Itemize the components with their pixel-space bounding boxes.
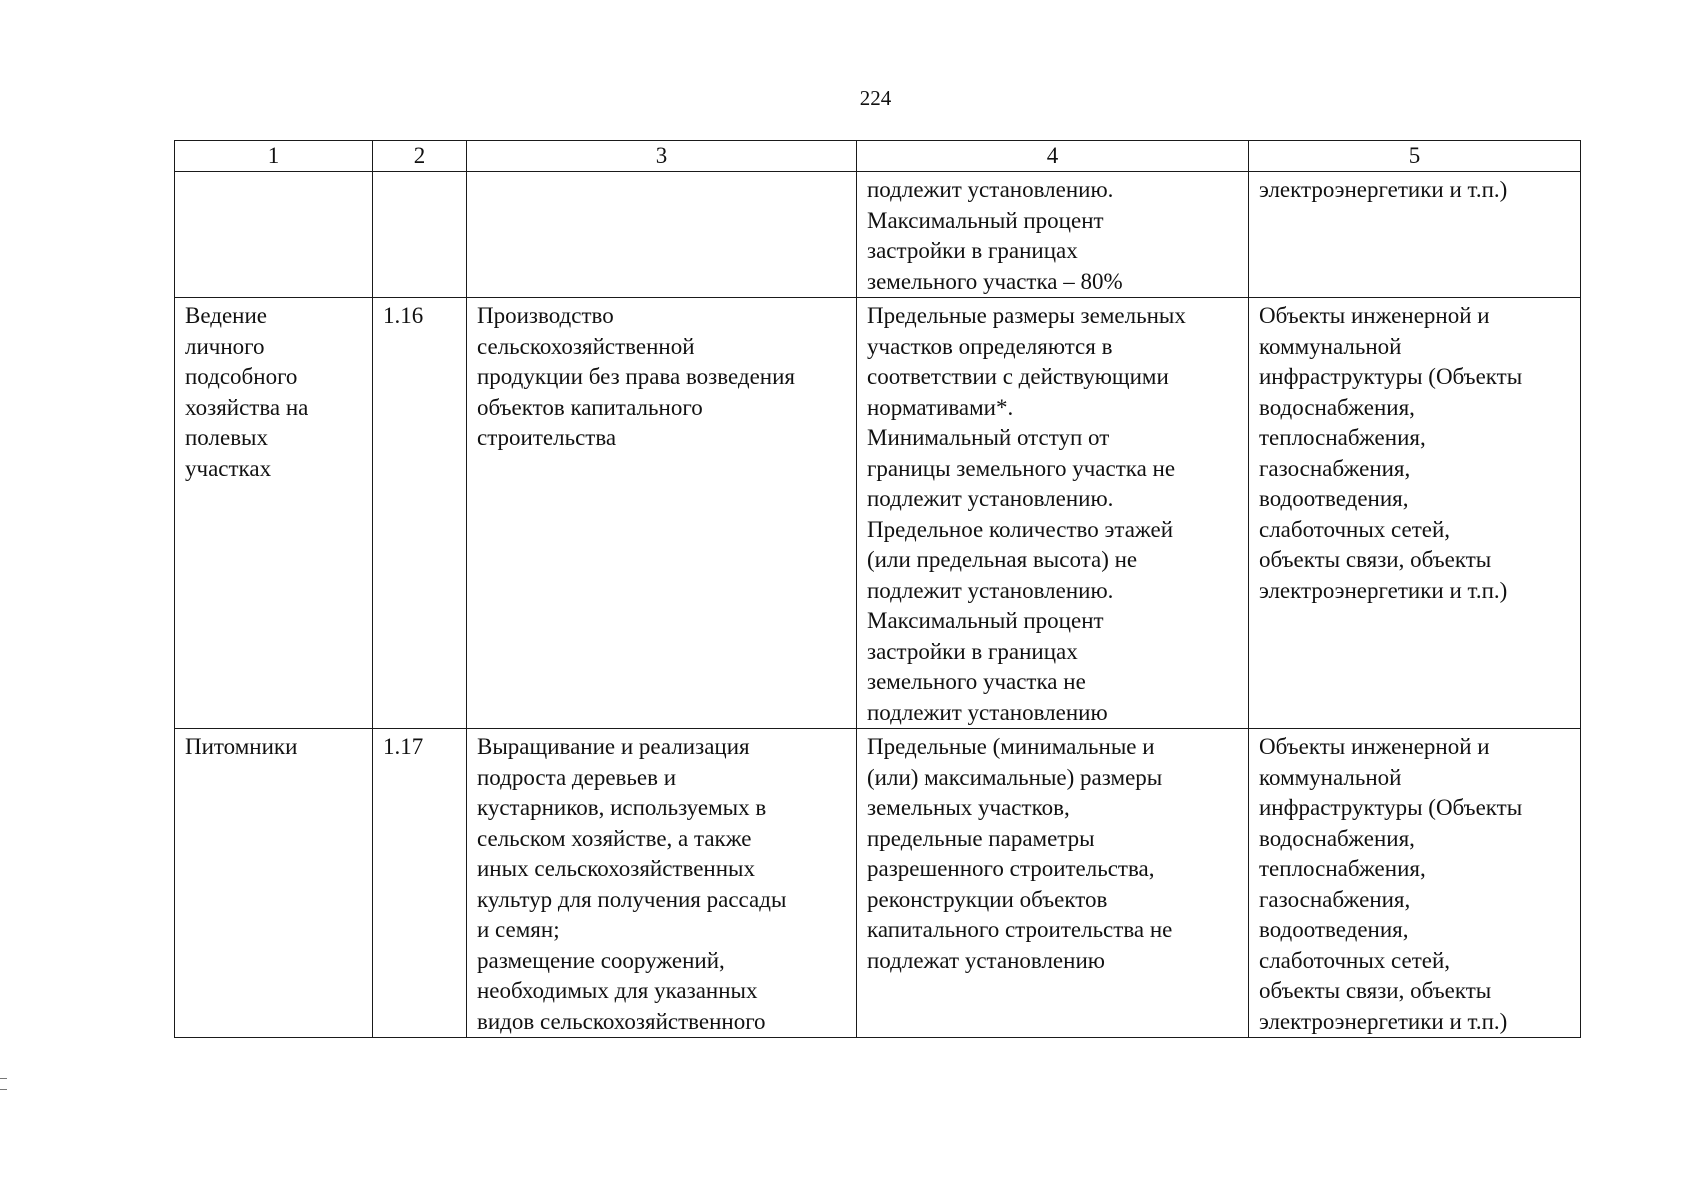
cell-auxiliary-uses: Объекты инженерной и коммунальной инфраструктуры (Объекты водоснабжения, теплоснабжения, газоснабжения, водоотведения, слаботочных сетей, объекты связи, объекты электроэнергетики и т.п.) [1249, 729, 1581, 1038]
column-header-3: 3 [467, 141, 857, 172]
table-row [175, 729, 1581, 1038]
table-row [175, 172, 1581, 298]
cell-parameters: подлежит установлению. Максимальный процент застройки в границах земельного участка – 80% [857, 172, 1249, 298]
cell-use-code: 1.17 [373, 729, 467, 1038]
cell-auxiliary-uses: электроэнергетики и т.п.) [1249, 172, 1581, 298]
cell-auxiliary-uses: Объекты инженерной и коммунальной инфраструктуры (Объекты водоснабжения, теплоснабжения, газоснабжения, водоотведения, слаботочных сетей, объекты связи, объекты электроэнергетики и т.п.) [1249, 298, 1581, 729]
cell-use-description: Производство сельскохозяйственной продукции без права возведения объектов капитального строительства [467, 298, 857, 729]
cell-use-name: Ведение личного подсобного хозяйства на полевых участках [175, 298, 373, 729]
cell-parameters: Предельные размеры земельных участков определяются в соответствии с действующими нормативами*. Минимальный отступ от границы земельного участка не подлежит установлению. Предельное количество этажей (или предельная высота) не подлежит установлению. Максимальный процент застройки в границах земельного участка не подлежит установлению [857, 298, 1249, 729]
column-header-5: 5 [1249, 141, 1581, 172]
regulations-table [174, 140, 1581, 1038]
cell-use-description: Выращивание и реализация подроста деревьев и кустарников, используемых в сельском хозяйстве, а также иных сельскохозяйственных культур для получения рассады и семян; размещение сооружений, необходимых для указанных видов сельскохозяйственного [467, 729, 857, 1038]
scan-margin-mark [0, 1078, 7, 1090]
cell-use-description [467, 172, 857, 298]
cell-use-name: Питомники [175, 729, 373, 1038]
cell-use-name [175, 172, 373, 298]
column-header-2: 2 [373, 141, 467, 172]
cell-use-code [373, 172, 467, 298]
cell-parameters: Предельные (минимальные и (или) максимальные) размеры земельных участков, предельные параметры разрешенного строительства, реконструкции объектов капитального строительства не подлежат установлению [857, 729, 1249, 1038]
column-header-4: 4 [857, 141, 1249, 172]
table-header-row [175, 141, 1581, 172]
page-number: 224 [859, 86, 892, 110]
table-row [175, 298, 1581, 729]
column-header-1: 1 [175, 141, 373, 172]
cell-use-code: 1.16 [373, 298, 467, 729]
